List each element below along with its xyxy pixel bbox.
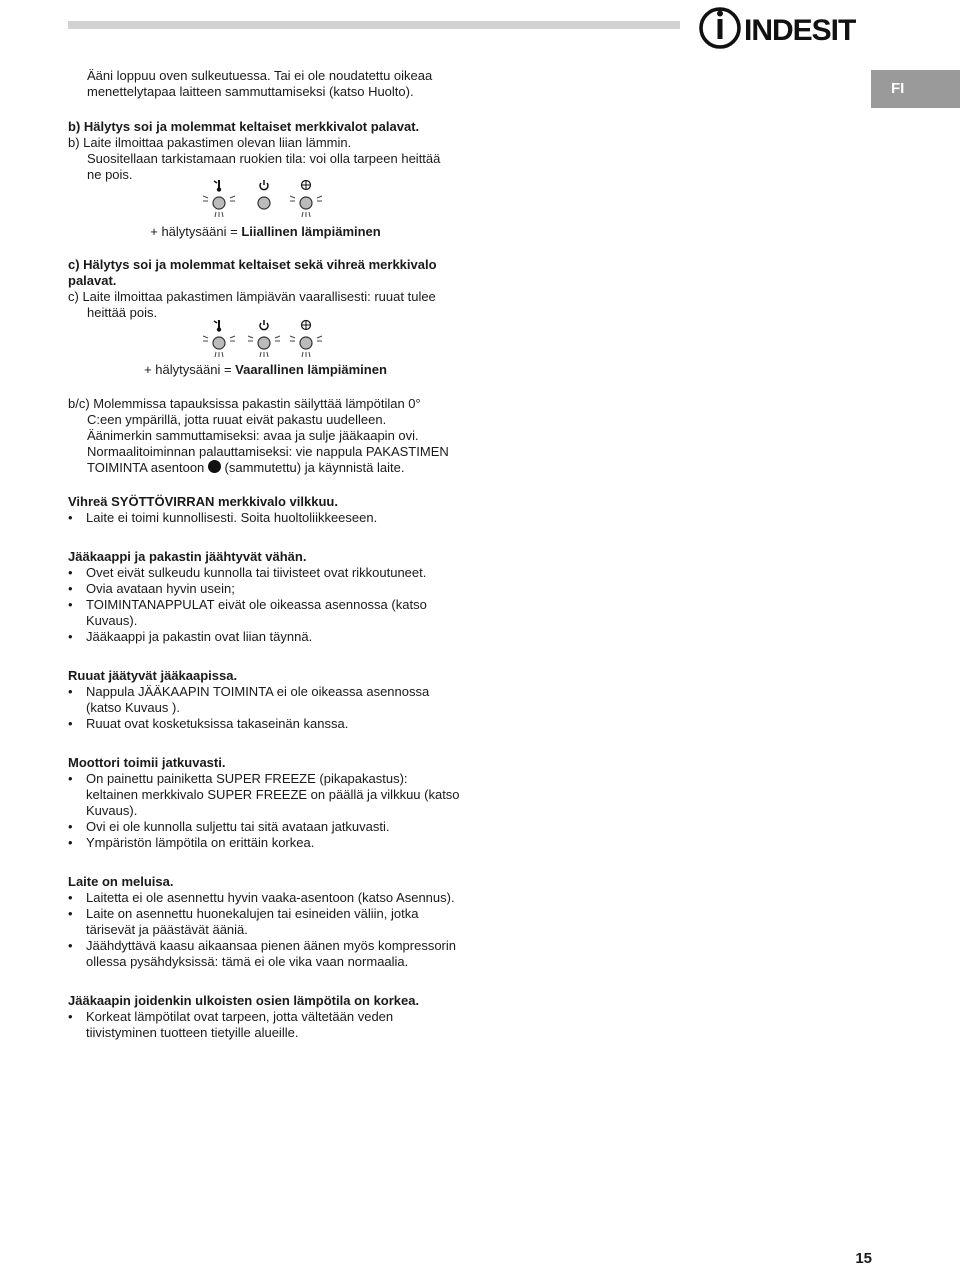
bullet-item bbox=[68, 906, 463, 938]
power-icon bbox=[260, 320, 268, 330]
section-b-line: ne pois. bbox=[87, 167, 133, 182]
bullet-icon: • bbox=[68, 716, 73, 731]
bullet-line: Ovi ei ole kunnolla suljettu tai sitä avataan jatkuvasti. bbox=[86, 819, 390, 834]
bullet-icon: • bbox=[68, 510, 73, 525]
bullet-line: tärisevät ja päästävät ääniä. bbox=[86, 922, 248, 937]
bullet-icon: • bbox=[68, 684, 73, 699]
intro-line: menettelytapaa laitteen sammuttamiseksi (katso Huolto). bbox=[87, 84, 414, 99]
section-b-line: b) Laite ilmoittaa pakastimen olevan liian lämmin. bbox=[68, 135, 352, 150]
caption-bold: Liiallinen lämpiäminen bbox=[241, 224, 381, 239]
bullet-line: Ovet eivät sulkeudu kunnolla tai tiivisteet ovat rikkoutuneet. bbox=[86, 565, 427, 580]
troubleshooting-section bbox=[68, 874, 463, 970]
off-position-icon bbox=[208, 460, 221, 473]
bullet-line: Jääkaappi ja pakastin ovat liian täynnä. bbox=[86, 629, 313, 644]
bullet-line: Laite on asennettu huonekalujen tai esineiden väliin, jotka bbox=[86, 906, 419, 921]
troubleshooting-section bbox=[68, 755, 463, 851]
lamp-lit-yellow-left bbox=[203, 336, 235, 357]
bullet-icon: • bbox=[68, 819, 73, 834]
bullet-item bbox=[68, 819, 463, 835]
bullet-item bbox=[68, 581, 463, 597]
section-bc-line: b/c) Molemmissa tapauksissa pakastin säilyttää lämpötilan 0° bbox=[68, 396, 421, 411]
section-bc-line: Äänimerkin sammuttamiseksi: avaa ja sulje jääkaapin ovi. bbox=[87, 428, 419, 443]
lamp-lit-yellow-left bbox=[203, 196, 235, 217]
troubleshooting-list bbox=[68, 494, 463, 1041]
brand-logo bbox=[697, 3, 877, 51]
bullet-line: keltainen merkkivalo SUPER FREEZE on päällä ja vilkkuu (katso bbox=[86, 787, 460, 802]
language-tab[interactable]: FI bbox=[871, 70, 960, 108]
troubleshooting-section bbox=[68, 993, 463, 1041]
lamp-off-green bbox=[258, 197, 270, 209]
caption-prefix: + hälytysääni = bbox=[144, 362, 236, 377]
snowflake-icon bbox=[302, 181, 311, 190]
section-b-line: Suositellaan tarkistamaan ruokien tila: voi olla tarpeen heittää bbox=[87, 151, 441, 166]
section-c-line: c) Laite ilmoittaa pakastimen lämpiävän vaarallisesti: ruuat tulee bbox=[68, 289, 436, 304]
bullet-line: Ympäristön lämpötila on erittäin korkea. bbox=[86, 835, 315, 850]
bullet-line: ollessa pysähdyksissä: tämä ei ole vika vaan normaalia. bbox=[86, 954, 409, 969]
header-rule bbox=[68, 21, 680, 29]
bullet-item bbox=[68, 835, 463, 851]
thermometer-icon bbox=[214, 180, 221, 192]
bullet-icon: • bbox=[68, 835, 73, 850]
intro-line: Ääni loppuu oven sulkeutuessa. Tai ei ole noudatettu oikeaa bbox=[87, 68, 433, 83]
bullet-line: Nappula JÄÄKAAPIN TOIMINTA ei ole oikeassa asennossa bbox=[86, 684, 430, 699]
bullet-item bbox=[68, 716, 463, 732]
snowflake-icon bbox=[302, 321, 311, 330]
bullet-item bbox=[68, 629, 463, 645]
bullet-line: Laitetta ei ole asennettu hyvin vaaka-asentoon (katso Asennus). bbox=[86, 890, 455, 905]
bullet-item bbox=[68, 938, 463, 970]
section-b-caption bbox=[68, 224, 463, 240]
brand-wordmark: INDESIT bbox=[744, 14, 856, 47]
bullet-item bbox=[68, 1009, 463, 1041]
section-c-line: heittää pois. bbox=[87, 305, 158, 320]
lamp-lit-yellow-right bbox=[290, 336, 322, 357]
section-heading: Jääkaappi ja pakastin jäähtyvät vähän. bbox=[68, 549, 307, 564]
bullet-icon: • bbox=[68, 565, 73, 580]
troubleshooting-section bbox=[68, 494, 463, 526]
bullet-line: Ruuat ovat kosketuksissa takaseinän kanssa. bbox=[86, 716, 349, 731]
bullet-item bbox=[68, 597, 463, 629]
bullet-icon: • bbox=[68, 1009, 73, 1024]
bullet-line: Ovia avataan hyvin usein; bbox=[86, 581, 235, 596]
bullet-line: Korkeat lämpötilat ovat tarpeen, jotta vältetään veden bbox=[86, 1009, 394, 1024]
bullet-line: tiivistyminen tuotteen tietyille alueille. bbox=[86, 1025, 299, 1040]
bullet-icon: • bbox=[68, 629, 73, 644]
section-bc-last-suffix: (sammutettu) ja käynnistä laite. bbox=[224, 460, 405, 475]
thermometer-icon bbox=[214, 320, 221, 332]
bullet-item bbox=[68, 565, 463, 581]
page-number: 15 bbox=[855, 1250, 872, 1267]
bullet-line: Jäähdyttävä kaasu aikaansaa pienen äänen myös kompressorin bbox=[86, 938, 457, 953]
section-heading: Laite on meluisa. bbox=[68, 874, 174, 889]
bullet-line: (katso Kuvaus ). bbox=[86, 700, 180, 715]
indicator-lamps-b bbox=[203, 178, 333, 218]
section-heading: Ruuat jäätyvät jääkaapissa. bbox=[68, 668, 238, 683]
indicator-lamps-c bbox=[203, 318, 333, 358]
troubleshooting-section bbox=[68, 668, 463, 732]
bullet-line: Kuvaus). bbox=[86, 613, 138, 628]
bullet-icon: • bbox=[68, 906, 73, 921]
bullet-icon: • bbox=[68, 890, 73, 905]
section-heading: Jääkaapin joidenkin ulkoisten osien lämpötila on korkea. bbox=[68, 993, 420, 1008]
section-heading: Moottori toimii jatkuvasti. bbox=[68, 755, 226, 770]
power-icon bbox=[260, 180, 268, 190]
bullet-icon: • bbox=[68, 938, 73, 953]
bullet-item bbox=[68, 890, 463, 906]
bullet-line: On painettu painiketta SUPER FREEZE (pikapakastus): bbox=[86, 771, 408, 786]
bullet-line: TOIMINTANAPPULAT eivät ole oikeassa asennossa (katso bbox=[86, 597, 427, 612]
caption-prefix: + hälytysääni = bbox=[150, 224, 242, 239]
section-bc-line: Normaalitoiminnan palauttamiseksi: vie nappula PAKASTIMEN bbox=[87, 444, 449, 459]
troubleshooting-section bbox=[68, 549, 463, 645]
lamp-lit-green bbox=[248, 336, 280, 357]
bullet-item bbox=[68, 771, 463, 819]
bullet-item bbox=[68, 684, 463, 716]
section-b bbox=[68, 119, 478, 183]
section-c-heading: palavat. bbox=[68, 273, 117, 288]
section-c bbox=[68, 257, 478, 321]
bullet-line: Kuvaus). bbox=[86, 803, 138, 818]
bullet-icon: • bbox=[68, 597, 73, 612]
bullet-line: Laite ei toimi kunnollisesti. Soita huoltoliikkeeseen. bbox=[86, 510, 378, 525]
section-bc bbox=[68, 396, 463, 476]
section-b-heading: b) Hälytys soi ja molemmat keltaiset merkkivalot palavat. bbox=[68, 119, 420, 134]
section-heading: Vihreä SYÖTTÖVIRRAN merkkivalo vilkkuu. bbox=[68, 494, 338, 509]
lamp-lit-yellow-right bbox=[290, 196, 322, 217]
bullet-icon: • bbox=[68, 771, 73, 786]
section-c-heading: c) Hälytys soi ja molemmat keltaiset sekä vihreä merkkivalo bbox=[68, 257, 437, 272]
section-bc-line: C:een ympärillä, jotta ruuat eivät pakastu uudelleen. bbox=[87, 412, 387, 427]
bullet-item bbox=[68, 510, 463, 526]
caption-bold: Vaarallinen lämpiäminen bbox=[235, 362, 387, 377]
bullet-icon: • bbox=[68, 581, 73, 596]
section-bc-line bbox=[68, 460, 463, 476]
section-c-caption bbox=[68, 362, 463, 378]
section-bc-last-prefix: TOIMINTA asentoon bbox=[87, 460, 205, 475]
intro-paragraph bbox=[68, 68, 482, 100]
